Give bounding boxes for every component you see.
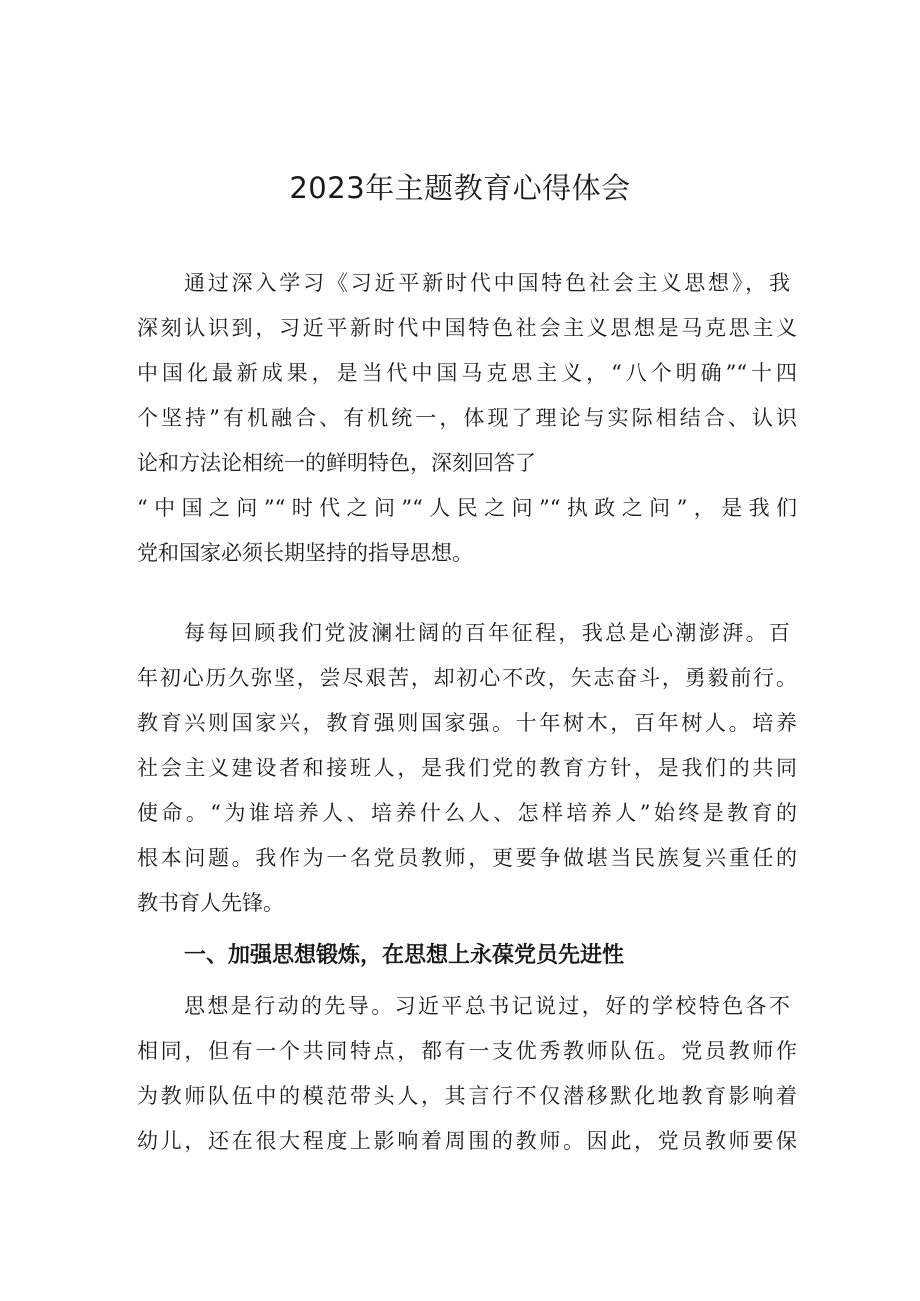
paragraph-2-line-6: 根本问题。我作为一名党员教师，更要争做堪当民族复兴重任的 [137,846,797,870]
paragraph-3-line-4: 幼儿，还在很大程度上影响着周围的教师。因此，党员教师要保 [137,1129,797,1153]
paragraph-2-line-7: 教书育人先锋。 [137,891,284,915]
paragraph-1-line-4: 个坚持”有机融合、有机统一，体现了理论与实际相结合、认识 [137,406,797,430]
paragraph-3-line-2: 相同，但有一个共同特点，都有一支优秀教师队伍。党员教师作 [137,1039,797,1063]
paragraph-3-line-3: 为教师队伍中的模范带头人，其言行不仅潜移默化地教育影响着 [137,1084,797,1108]
paragraph-2-line-3: 教育兴则国家兴，教育强则国家强。十年树木，百年树人。培养 [137,711,797,735]
paragraph-1-line-3: 中国化最新成果，是当代中国马克思主义，“八个明确”“十四 [137,361,797,385]
document-title: 2023年主题教育心得体会 [289,171,631,205]
section-1-heading: 一、加强思想锻炼，在思想上永葆党员先进性 [184,943,625,968]
paragraph-2-line-5: 使命。“为谁培养人、培养什么人、怎样培养人”始终是教育的 [137,801,797,825]
paragraph-1-line-2: 深刻认识到，习近平新时代中国特色社会主义思想是马克思主义 [137,316,797,340]
paragraph-1-line-5: 论和方法论相统一的鲜明特色，深刻回答了 [137,451,536,475]
paragraph-2-line-1: 每每回顾我们党波澜壮阔的百年征程，我总是心潮澎湃。百 [184,621,790,645]
paragraph-1-line-7: 党和国家必须长期坚持的指导思想。 [137,541,473,565]
paragraph-1-line-1: 通过深入学习《习近平新时代中国特色社会主义思想》，我 [184,271,790,295]
paragraph-2-line-4: 社会主义建设者和接班人，是我们党的教育方针，是我们的共同 [137,756,797,780]
paragraph-2-line-2: 年初心历久弥坚，尝尽艰苦，却初心不改，矢志奋斗，勇毅前行。 [137,666,797,690]
paragraph-1-line-6: “中国之问”“时代之问”“人民之问”“执政之问”，是我们 [137,496,797,520]
paragraph-3-line-1: 思想是行动的先导。习近平总书记说过，好的学校特色各不 [184,994,790,1018]
